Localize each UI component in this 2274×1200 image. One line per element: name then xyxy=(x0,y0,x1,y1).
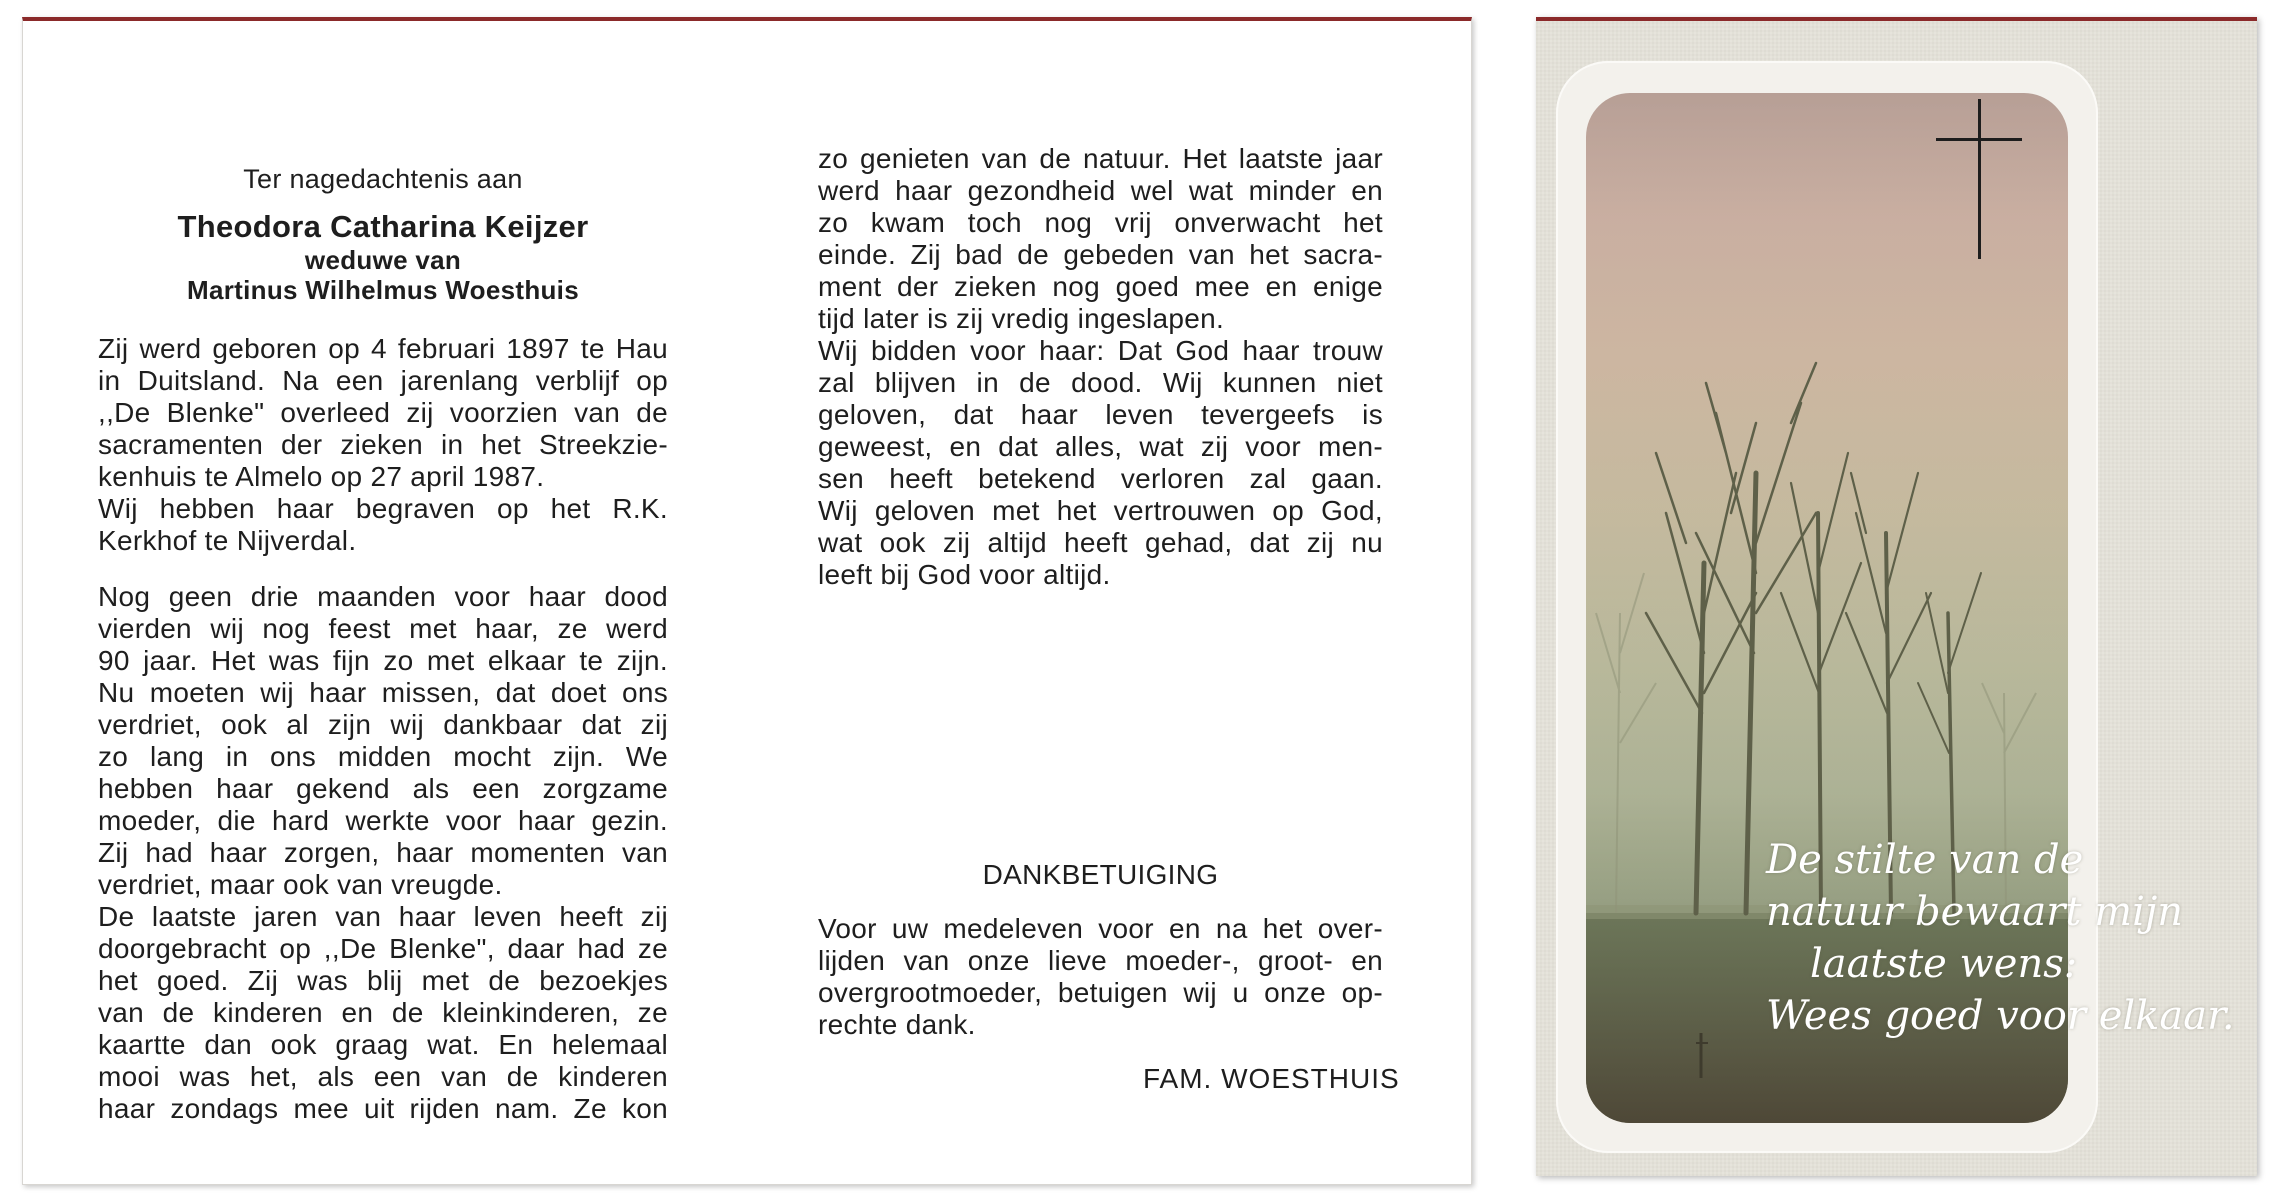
text-line: vierden wij nog feest met haar, ze werd xyxy=(98,613,668,644)
text-line: doorgebracht op ,,De Blenke", daar had ze xyxy=(98,933,668,964)
left-column xyxy=(98,163,668,1125)
text-line: De laatste jaren van haar leven heeft zij xyxy=(98,901,668,932)
thanks-title: DANKBETUIGING xyxy=(982,859,1219,890)
text-line: moeder, die hard werkte voor haar gezin. xyxy=(98,805,668,836)
text-line: tijd later is zij vredig ingeslapen. xyxy=(818,303,1225,334)
inner-card xyxy=(22,17,1472,1185)
right-column xyxy=(818,143,1383,591)
biography-paragraph xyxy=(98,333,668,557)
text-line: leeft bij God voor altijd. xyxy=(818,559,1111,590)
text-line: hebben haar gekend als een zorgzame xyxy=(98,773,668,804)
text-line: in Duitsland. Na een jarenlang verblijf op xyxy=(98,365,668,396)
text-line: 90 jaar. Het was fijn zo met elkaar te zijn. xyxy=(98,645,668,676)
text-line: einde. Zij bad de gebeden van het sacra- xyxy=(818,239,1383,270)
text-line: Wij bidden voor haar: Dat God haar trouw xyxy=(818,335,1383,366)
poem-verse xyxy=(1766,834,2246,1042)
text-line: werd haar gezondheid wel wat minder en xyxy=(818,175,1383,206)
text-line: Nu moeten wij haar missen, dat doet ons xyxy=(98,677,668,708)
text-line: overgrootmoeder, betuigen wij u onze op- xyxy=(818,977,1383,1008)
verse-line: De stilte van de xyxy=(1766,837,2084,883)
text-line: geloven, dat haar leven tevergeefs is xyxy=(818,399,1383,430)
text-line: ,,De Blenke" overleed zij voorzien van de xyxy=(98,397,668,428)
family-signature: FAM. WOESTHUIS xyxy=(1143,1063,1400,1094)
thanks-section xyxy=(818,859,1383,1041)
deceased-name: Theodora Catharina Keijzer xyxy=(177,209,589,244)
front-card xyxy=(1536,17,2257,1176)
text-line: Wij hebben haar begraven op het R.K. xyxy=(98,493,668,524)
text-line: Kerkhof te Nijverdal. xyxy=(98,525,357,556)
text-line: zo genieten van de natuur. Het laatste jaar xyxy=(818,143,1383,174)
text-line: Zij werd geboren op 4 februari 1897 te Hau xyxy=(98,333,668,364)
text-line: geweest, en dat alles, wat zij voor men- xyxy=(818,431,1383,462)
text-line: van de kinderen en de kleinkinderen, ze xyxy=(98,997,668,1028)
text-line: sacramenten der zieken in het Streekzie- xyxy=(98,429,668,460)
verse-line: laatste wens: xyxy=(1810,941,2078,987)
widow-of-label: weduwe van xyxy=(304,245,462,275)
remembrance-paragraph xyxy=(98,581,668,1125)
text-line: zal blijven in de dood. Wij kunnen niet xyxy=(818,367,1383,398)
text-line: Nog geen drie maanden voor haar dood xyxy=(98,581,668,612)
spouse-name: Martinus Wilhelmus Woesthuis xyxy=(187,275,579,305)
text-line: Voor uw medeleven voor en na het over- xyxy=(818,913,1383,944)
text-line: sen heeft betekend verloren zal gaan. xyxy=(818,463,1383,494)
verse-line: Wees goed voor elkaar. xyxy=(1766,993,2235,1039)
text-line: zo lang in ons midden mocht zijn. We xyxy=(98,741,668,772)
text-line: rechte dank. xyxy=(818,1009,976,1040)
text-line: lijden van onze lieve moeder-, groot- en xyxy=(818,945,1383,976)
text-line: kenhuis te Almelo op 27 april 1987. xyxy=(98,461,545,492)
text-line: kaartte dan ook graag wat. En helemaal xyxy=(98,1029,668,1060)
text-line: wat ook zij altijd heeft gehad, dat zij nu xyxy=(818,527,1383,558)
cross-icon xyxy=(1936,99,2026,261)
text-line: het goed. Zij was blij met de bezoekjes xyxy=(98,965,668,996)
text-line: verdriet, ook al zijn wij dankbaar dat zij xyxy=(98,709,668,740)
text-line: Zij had haar zorgen, haar momenten van xyxy=(98,837,668,868)
text-line: ment der zieken nog goed mee en enige xyxy=(818,271,1383,302)
text-line: Wij geloven met het vertrouwen op God, xyxy=(818,495,1383,526)
text-line: haar zondags mee uit rijden nam. Ze kon xyxy=(98,1093,668,1124)
text-line: mooi was het, als een van de kinderen xyxy=(98,1061,668,1092)
memorial-intro: Ter nagedachtenis aan xyxy=(243,164,523,194)
text-line: verdriet, maar ook van vreugde. xyxy=(98,869,503,900)
verse-line: natuur bewaart mijn xyxy=(1766,889,2184,935)
text-line: zo kwam toch nog vrij onverwacht het xyxy=(818,207,1383,238)
continuation-paragraph xyxy=(818,143,1383,591)
